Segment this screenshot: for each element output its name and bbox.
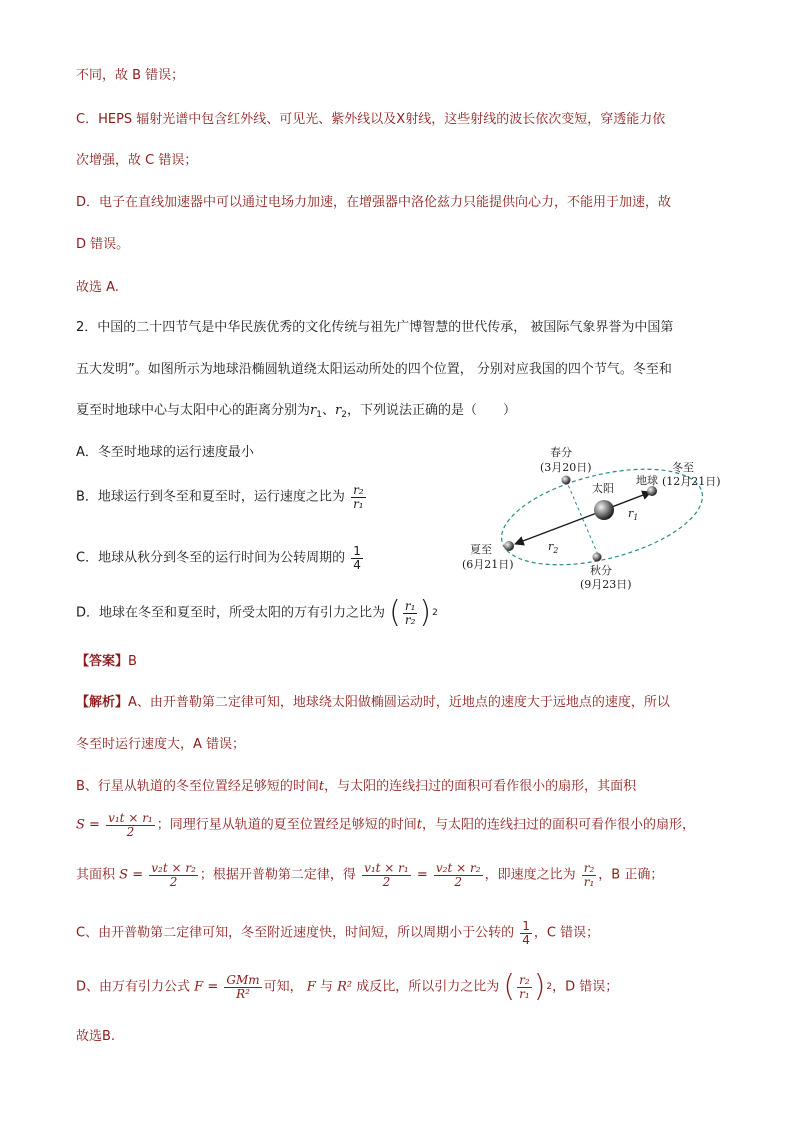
earth-summer-icon [504, 541, 514, 551]
label-autumn: 秋分 [590, 564, 612, 577]
fraction-right [434, 862, 483, 888]
s-symbol: S [119, 867, 129, 883]
numerator: v₂t × r₂ [435, 861, 481, 875]
analysis-text: ，B 正确； [598, 867, 664, 883]
analysis-line [76, 920, 599, 946]
t-symbol: t [318, 779, 325, 794]
fraction-one-quarter [520, 920, 532, 946]
numerator: v₁t × r₁ [364, 861, 409, 875]
analysis-text: 可知， [263, 979, 303, 995]
orbit-diagram [452, 440, 732, 600]
sun-icon [594, 500, 614, 520]
left-paren: ( [503, 969, 516, 1004]
option-text: C．地球从秋分到冬至的运行时间为公转周期的 [76, 550, 346, 566]
analysis-line [76, 812, 695, 838]
denominator: 2 [169, 874, 178, 889]
answer-line [76, 652, 137, 672]
label-autumn-date: (9月23日) [580, 578, 632, 591]
equals: = [416, 867, 428, 883]
earth-autumn-icon [593, 553, 602, 562]
subscript: 2 [341, 410, 347, 420]
question-line [76, 401, 516, 425]
option-a: A．冬至时地球的运行速度最小 [76, 445, 254, 460]
text-line: C．HEPS 辐射光谱中包含红外线、可见光、紫外线以及X射线，这些射线的波长依次变短，穿透能力依 [76, 112, 666, 127]
text-line: 不同，故 B 错误； [76, 68, 185, 83]
r2-symbol: r [334, 403, 342, 418]
earth-winter-icon [647, 486, 657, 496]
analysis-text: ，与太阳的连线扫过的面积可看作很小的扇形，其面积 [324, 779, 637, 794]
analysis-text: ，D 错误； [552, 979, 619, 995]
equals: = [207, 979, 219, 995]
analysis-line [76, 777, 636, 797]
label-spring-date: (3月20日) [540, 461, 592, 474]
f-symbol: F [194, 979, 204, 995]
exponent: 2 [546, 982, 553, 992]
denominator: r₁ [353, 496, 364, 511]
fraction-r2-r1 [517, 974, 532, 1000]
equals: = [89, 817, 100, 833]
analysis-line: 冬至时运行速度大，A 错误； [76, 737, 246, 752]
label-earth: 地球 [636, 474, 658, 487]
label-spring: 春分 [550, 446, 572, 459]
analysis-text: 成反比，所以引力之比为 [356, 979, 500, 995]
numerator: v₁t × r₁ [108, 811, 153, 825]
text-line: D 错误。 [76, 237, 130, 252]
label-r2: $r_2$ [548, 540, 559, 555]
label-winter: 冬至 [672, 461, 694, 474]
question-line: 五大发明”。如图所示为地球沿椭圆轨道绕太阳运动所处的四个位置， 分别对应我国的四个节气。冬至和 [76, 362, 672, 377]
option-c [76, 545, 365, 571]
question-text: 夏至时地球中心与太阳中心的距离分别为 [76, 403, 311, 418]
answer-label: 【答案】 [76, 654, 129, 669]
question-text: ，下列说法正确的是（ ） [346, 403, 516, 418]
denominator: 2 [126, 824, 135, 839]
left-paren: ( [389, 595, 401, 630]
analysis-text: D、由万有引力公式 [76, 979, 191, 995]
analysis-text: B、行星从轨道的冬至位置经足够短的时间 [76, 779, 319, 794]
numerator: r₂ [519, 972, 530, 987]
label-winter-date: (12月21日) [662, 475, 721, 488]
fraction-area-winter [106, 812, 155, 838]
label-r1: $r_1$ [628, 507, 639, 522]
s-symbol: S [76, 817, 85, 833]
numerator: v₂t × r₂ [151, 861, 196, 875]
numerator: r₂ [583, 861, 595, 875]
option-text: D．地球在冬至和夏至时，所受太阳的万有引力之比为 [76, 605, 386, 621]
numerator: r₁ [404, 598, 416, 613]
analysis-line [76, 969, 619, 1004]
analysis-line [76, 693, 670, 713]
analysis-text: A、由开普勒第二定律可知，地球绕太阳做椭圆运动时，近地点的速度大于远地点的速度，所以 [128, 695, 670, 710]
separator: 、 [321, 403, 335, 418]
numerator: 1 [522, 919, 530, 933]
r-squared-symbol: R² [337, 979, 353, 995]
paren-fraction [389, 595, 438, 630]
text-line: D．电子在直线加速器中可以通过电场力加速，在增强器中洛伦兹力只能提供向心力，不能用于加速，故 [76, 195, 672, 210]
denominator: 2 [454, 874, 463, 889]
denominator: 2 [382, 874, 391, 889]
text-line: 次增强，故 C 错误； [76, 153, 198, 168]
numerator: GMm [226, 972, 260, 987]
paren-fraction [503, 969, 553, 1004]
answer-value: B [128, 654, 137, 669]
right-paren: ) [533, 969, 546, 1004]
f-symbol: F [306, 979, 316, 995]
analysis-text: ，与太阳的连线扫过的面积可看作很小的扇形， [422, 817, 696, 833]
equals: = [132, 867, 144, 883]
denominator: 4 [353, 557, 361, 572]
fraction-gravity [224, 974, 261, 1000]
fraction-r2-r1 [582, 862, 597, 888]
label-sun: 太阳 [592, 482, 614, 495]
analysis-line [76, 862, 663, 888]
exponent: 2 [432, 608, 438, 618]
denominator: 4 [522, 932, 530, 947]
option-text: B．地球运行到冬至和夏至时，运行速度之比为 [76, 489, 345, 505]
denominator: r₁ [583, 874, 595, 889]
label-summer-date: (6月21日) [462, 558, 514, 571]
analysis-text: ，即速度之比为 [484, 867, 576, 883]
option-d [76, 595, 438, 630]
r2-vector [515, 511, 602, 544]
analysis-text: C、由开普勒第二定律可知，冬至附近速度快，时间短，所以周期小于公转的 [76, 925, 515, 941]
t-symbol: t [416, 817, 422, 833]
denominator: R² [236, 986, 250, 1001]
right-paren: ) [419, 595, 432, 630]
fraction-r1-r2 [403, 600, 418, 626]
analysis-text: ，C 错误； [533, 925, 600, 941]
question-line: 2．中国的二十四节气是中华民族优秀的文化传统与祖先广博智慧的世代传承， 被国际气象界誉为中国第 [76, 320, 674, 335]
denominator: r₁ [519, 986, 530, 1001]
numerator: r₂ [353, 483, 364, 497]
numerator: 1 [353, 544, 361, 558]
label-summer: 夏至 [470, 543, 492, 556]
text-line: 故选 A. [76, 280, 119, 295]
analysis-text: 与 [319, 979, 333, 995]
analysis-end: 故选B. [76, 1029, 116, 1044]
subscript: 1 [316, 410, 322, 420]
fraction-r2-r1 [351, 484, 366, 510]
analysis-text: ；根据开普勒第二定律，得 [199, 867, 356, 883]
analysis-text: 其面积 [76, 867, 116, 883]
analysis-label: 【解析】 [76, 695, 129, 710]
fraction-one-quarter [351, 545, 363, 571]
option-b [76, 484, 368, 510]
analysis-text: ；同理行星从轨道的夏至位置经足够短的时间 [156, 817, 417, 833]
r1-symbol: r [310, 403, 317, 418]
fraction-left [362, 862, 411, 888]
earth-spring-icon [562, 476, 571, 485]
denominator: r₂ [404, 612, 416, 627]
fraction-area-summer [149, 862, 198, 888]
